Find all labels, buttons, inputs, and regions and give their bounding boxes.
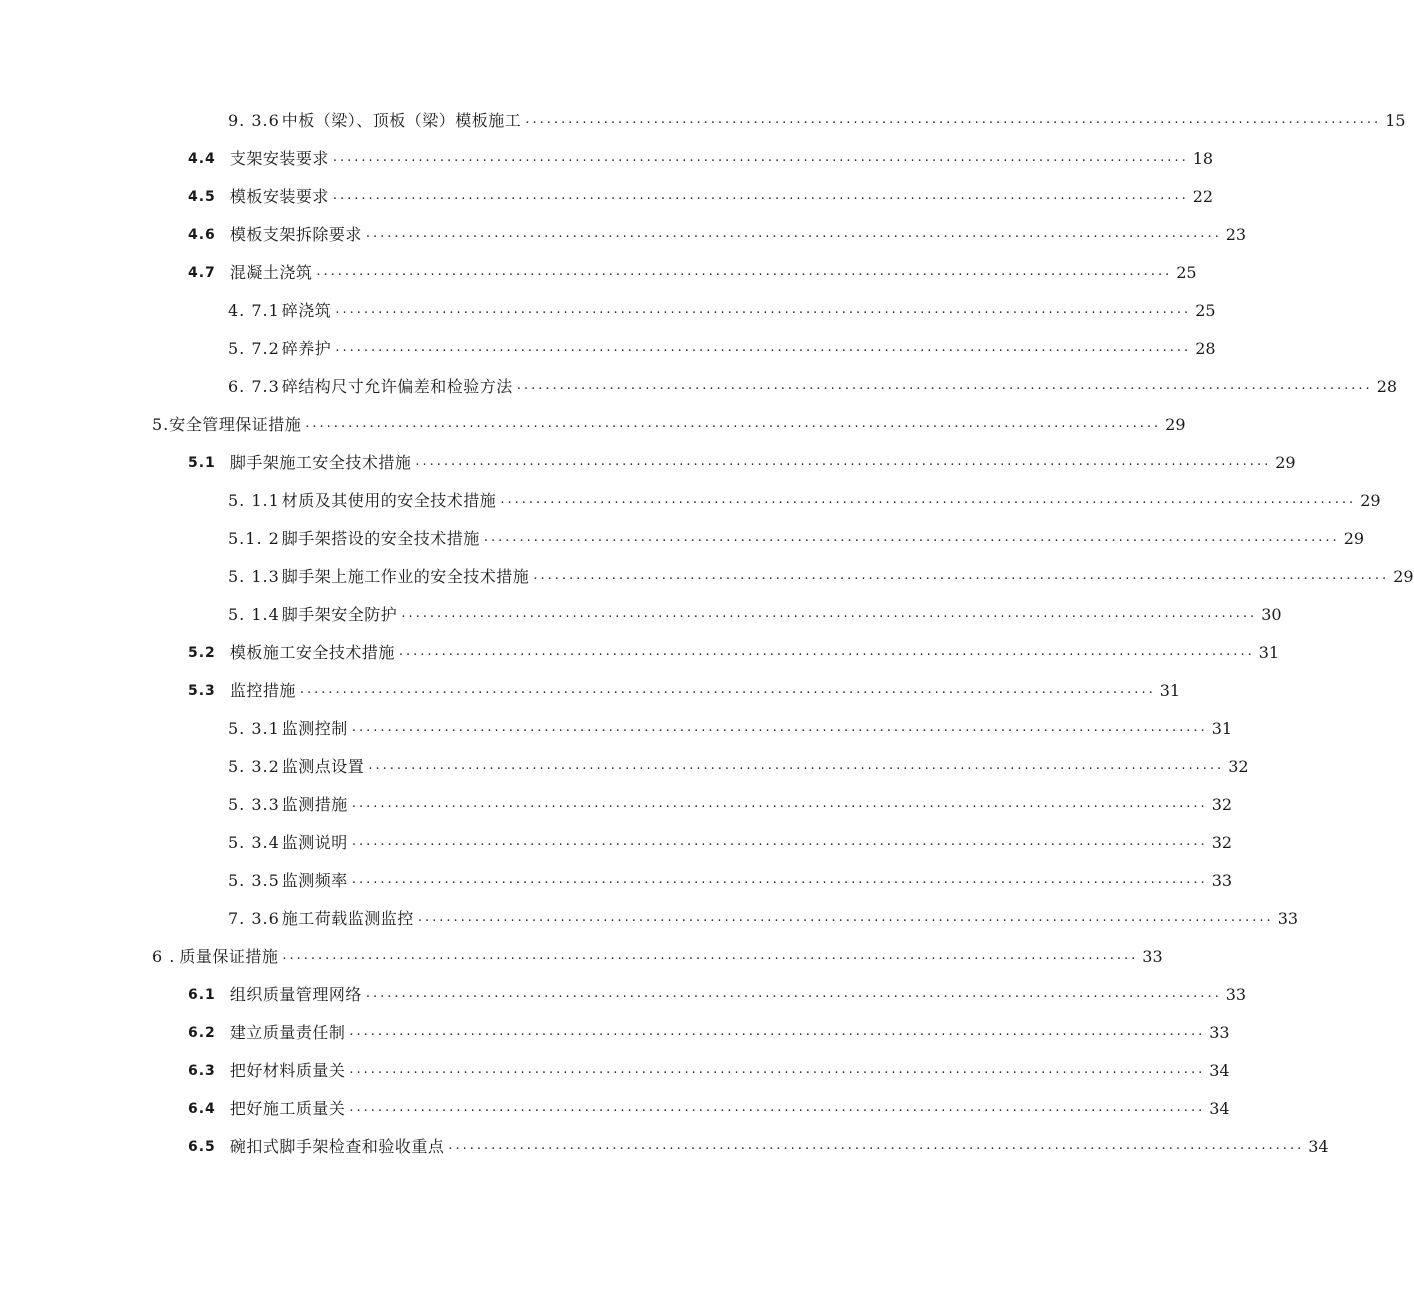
toc-entry-title: 监测频率 <box>281 871 348 890</box>
toc-entry-number: 6.3 <box>188 1063 216 1079</box>
toc-entry-page: 22 <box>1192 187 1214 206</box>
toc-entry[interactable] <box>152 941 1163 967</box>
toc-dot-leader: ........................................................................................................................ <box>349 1024 1206 1039</box>
toc-entry[interactable] <box>228 561 1414 587</box>
toc-dot-leader: ........................................................................................................................ <box>351 796 1208 811</box>
toc-entry-title: 碎浇筑 <box>281 301 332 320</box>
toc-entry-title: 监测控制 <box>281 719 348 738</box>
toc-entry-page: 18 <box>1192 149 1214 168</box>
toc-dot-leader: ........................................................................................................................ <box>368 758 1225 773</box>
toc-entry-title: 模板安装要求 <box>229 187 329 206</box>
toc-entry-number: 6 . <box>152 947 176 966</box>
toc-entry[interactable] <box>188 143 1214 169</box>
toc-dot-leader: ........................................................................................................................ <box>365 986 1222 1001</box>
toc-entry-page: 31 <box>1159 681 1181 700</box>
toc-entry-number: 7. 3.6 <box>228 909 280 928</box>
toc-entry-title: 脚手架施工安全技术措施 <box>229 453 412 472</box>
toc-entry-number: 5. <box>152 415 170 434</box>
toc-entry-title: 模板支架拆除要求 <box>229 225 362 244</box>
toc-entry-page: 23 <box>1225 225 1247 244</box>
toc-entry-title: 监测说明 <box>281 833 348 852</box>
toc-entry[interactable] <box>188 1093 1230 1119</box>
toc-entry-number: 6.1 <box>188 987 216 1003</box>
toc-entry[interactable] <box>228 827 1233 853</box>
toc-entry-title: 碎结构尺寸允许偏差和检验方法 <box>281 377 513 396</box>
toc-entry-page: 29 <box>1275 453 1296 472</box>
toc-entry-page: 31 <box>1258 643 1280 662</box>
toc-entry-number: 5.3 <box>188 683 216 699</box>
toc-dot-leader: ........................................................................................................................ <box>365 226 1222 241</box>
toc-entry[interactable] <box>152 409 1186 435</box>
toc-entry-title: 监控措施 <box>229 681 296 700</box>
toc-entry-page: 29 <box>1343 529 1365 548</box>
toc-dot-leader: ........................................................................................................................ <box>349 1100 1206 1115</box>
toc-dot-leader: ........................................................................................................................ <box>305 416 1162 431</box>
toc-entry[interactable] <box>188 447 1296 473</box>
toc-entry-number: 5. 3.3 <box>228 795 280 814</box>
toc-entry-page: 31 <box>1211 719 1233 738</box>
toc-entry-number: 4.5 <box>188 189 216 205</box>
toc-entry-page: 33 <box>1209 1023 1230 1042</box>
toc-entry-page: 29 <box>1165 415 1186 434</box>
toc-dot-leader: ........................................................................................................................ <box>351 872 1208 887</box>
toc-entry-number: 5. 3.2 <box>228 757 280 776</box>
toc-entry-page: 32 <box>1211 833 1233 852</box>
toc-entry-page: 30 <box>1261 605 1282 624</box>
toc-entry[interactable] <box>228 751 1249 777</box>
toc-dot-leader: ........................................................................................................................ <box>448 1138 1305 1153</box>
toc-entry-number: 5. 3.1 <box>228 719 280 738</box>
toc-entry-title: 脚手架搭设的安全技术措施 <box>281 529 480 548</box>
toc-entry-page: 32 <box>1228 757 1249 776</box>
toc-dot-leader: ........................................................................................................................ <box>415 454 1272 469</box>
toc-entry[interactable] <box>188 979 1247 1005</box>
toc-dot-leader: ........................................................................................................................ <box>483 530 1340 545</box>
toc-entry[interactable] <box>188 257 1197 283</box>
toc-entry-number: 6.5 <box>188 1139 216 1155</box>
toc-entry-page: 33 <box>1211 871 1233 890</box>
toc-entry-page: 29 <box>1393 567 1414 586</box>
toc-dot-leader: ........................................................................................................................ <box>349 1062 1206 1077</box>
toc-entry-number: 4.4 <box>188 151 216 167</box>
toc-entry-title: 碎养护 <box>281 339 332 358</box>
toc-entry-number: 4. 7.1 <box>228 301 280 320</box>
toc-entry[interactable] <box>228 789 1233 815</box>
toc-entry[interactable] <box>228 333 1216 359</box>
toc-entry[interactable] <box>228 371 1398 397</box>
toc-dot-leader: ........................................................................................................................ <box>500 492 1357 507</box>
toc-entry-number: 5. 7.2 <box>228 339 280 358</box>
toc-entry-title: 把好施工质量关 <box>229 1099 346 1118</box>
toc-entry-title: 监测措施 <box>281 795 348 814</box>
toc-dot-leader: ........................................................................................................................ <box>316 264 1173 279</box>
toc-entry-page: 32 <box>1211 795 1233 814</box>
toc-entry-title: 安全管理保证措施 <box>169 415 302 434</box>
toc-entry[interactable] <box>188 1055 1230 1081</box>
toc-entry-page: 29 <box>1360 491 1381 510</box>
toc-entry[interactable] <box>188 1017 1230 1043</box>
toc-entry[interactable] <box>228 903 1299 929</box>
toc-dot-leader: ........................................................................................................................ <box>335 340 1192 355</box>
toc-entry-number: 6. 7.3 <box>228 377 280 396</box>
toc-dot-leader: ........................................................................................................................ <box>299 682 1156 697</box>
toc-entry[interactable] <box>228 599 1282 625</box>
toc-entry-page: 28 <box>1376 377 1398 396</box>
toc-dot-leader: ........................................................................................................................ <box>398 644 1255 659</box>
toc-entry-title: 组织质量管理网络 <box>229 985 362 1004</box>
toc-entry-number: 5. 3.4 <box>228 833 280 852</box>
toc-entry-title: 把好材料质量关 <box>229 1061 346 1080</box>
toc-entry-page: 33 <box>1277 909 1299 928</box>
toc-entry-page: 34 <box>1209 1099 1230 1118</box>
toc-entry-number: 9. 3.6 <box>228 111 280 130</box>
toc-entry[interactable] <box>188 637 1280 663</box>
toc-entry[interactable] <box>228 485 1381 511</box>
toc-entry-number: 5. 1.4 <box>228 605 280 624</box>
toc-dot-leader: ........................................................................................................................ <box>335 302 1192 317</box>
toc-entry-page: 33 <box>1225 985 1247 1004</box>
toc-entry-number: 4.7 <box>188 265 216 281</box>
toc-entry[interactable] <box>228 713 1233 739</box>
toc-entry[interactable] <box>188 1131 1329 1157</box>
toc-entry-number: 6.2 <box>188 1025 216 1041</box>
toc-entry-title: 混凝土浇筑 <box>229 263 313 282</box>
toc-entry-title: 支架安装要求 <box>229 149 329 168</box>
toc-dot-leader: ........................................................................................................................ <box>332 188 1189 203</box>
toc-entry[interactable] <box>228 865 1233 891</box>
toc-entry[interactable] <box>228 295 1216 321</box>
toc-entry-title: 监测点设置 <box>281 757 365 776</box>
toc-entry-number: 5.1. 2 <box>228 529 280 548</box>
toc-entry-title: 模板施工安全技术措施 <box>229 643 395 662</box>
toc-dot-leader: ........................................................................................................................ <box>351 834 1208 849</box>
toc-entry-title: 碗扣式脚手架检查和验收重点 <box>229 1137 445 1156</box>
toc-entry-number: 4.6 <box>188 227 216 243</box>
toc-dot-leader: ........................................................................................................................ <box>516 378 1373 393</box>
toc-dot-leader: ........................................................................................................................ <box>351 720 1208 735</box>
toc-entry-title: 脚手架安全防护 <box>281 605 398 624</box>
toc-dot-leader: ........................................................................................................................ <box>332 150 1189 165</box>
toc-entry-title: 脚手架上施工作业的安全技术措施 <box>281 567 530 586</box>
toc-dot-leader: ........................................................................................................................ <box>282 948 1139 963</box>
toc-dot-leader: ........................................................................................................................ <box>533 568 1390 583</box>
toc-entry-number: 5.1 <box>188 455 216 471</box>
toc-entry-title: 施工荷载监测监控 <box>281 909 414 928</box>
toc-entry-title: 材质及其使用的安全技术措施 <box>281 491 497 510</box>
toc-entry-page: 28 <box>1195 339 1216 358</box>
toc-entry-title: 中板（梁）、顶板（梁）模板施工 <box>281 111 522 130</box>
toc-entry-number: 5. 1.3 <box>228 567 280 586</box>
toc-entry-number: 5.2 <box>188 645 216 661</box>
toc-entry-page: 25 <box>1195 301 1216 320</box>
toc-entry-title: 建立质量责任制 <box>229 1023 346 1042</box>
toc-dot-leader: ........................................................................................................................ <box>525 112 1382 127</box>
toc-entry[interactable] <box>228 105 1406 131</box>
toc-entry-page: 25 <box>1176 263 1197 282</box>
toc-entry-page: 33 <box>1142 947 1163 966</box>
toc-entry-page: 34 <box>1308 1137 1329 1156</box>
toc-dot-leader: ........................................................................................................................ <box>417 910 1274 925</box>
toc-entry[interactable] <box>188 181 1214 207</box>
toc-entry-number: 5. 3.5 <box>228 871 280 890</box>
toc-entry[interactable] <box>188 675 1181 701</box>
toc-entry[interactable] <box>188 219 1247 245</box>
toc-entry-number: 5. 1.1 <box>228 491 280 510</box>
toc-entry-number: 6.4 <box>188 1101 216 1117</box>
toc-dot-leader: ........................................................................................................................ <box>401 606 1258 621</box>
toc-entry-page: 15 <box>1385 111 1406 130</box>
toc-entry-title: 质量保证措施 <box>179 947 279 966</box>
toc-entry-page: 34 <box>1209 1061 1230 1080</box>
toc-entry[interactable] <box>228 523 1365 549</box>
